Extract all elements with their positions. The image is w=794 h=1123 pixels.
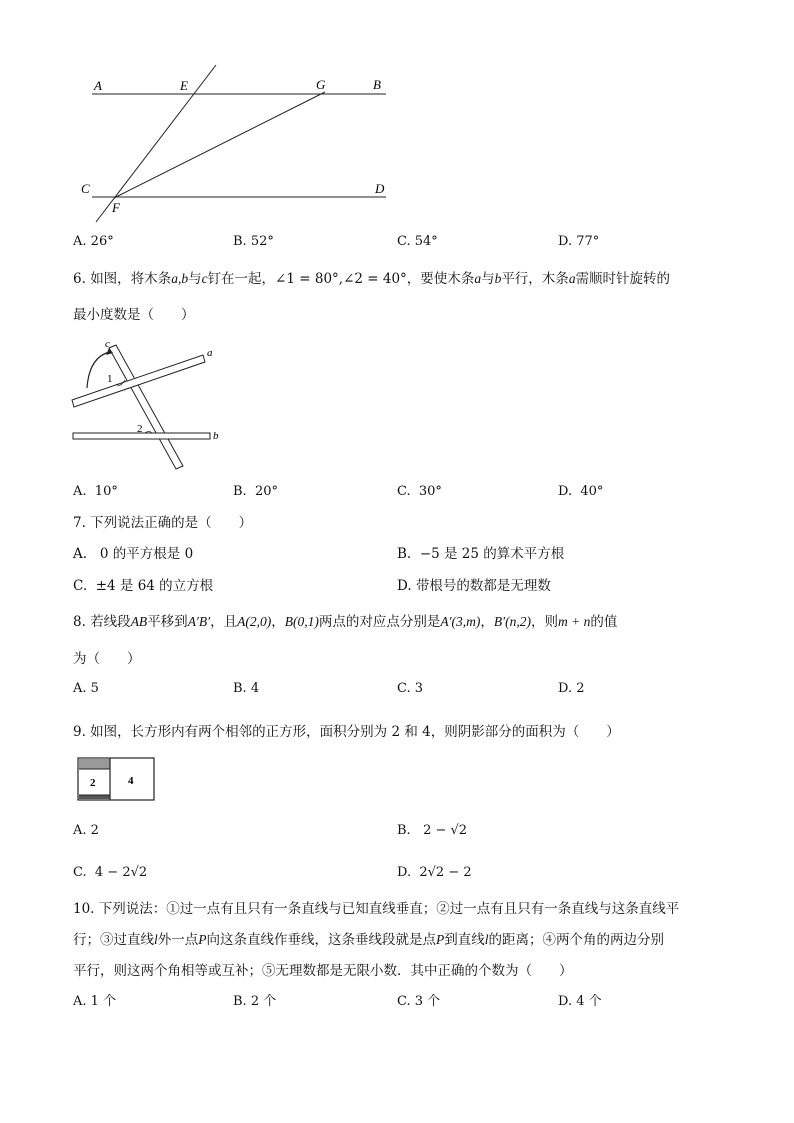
label-angle-2: 2 [137, 423, 143, 435]
q8-stem-line1: 8. 若线段AB平移到A′B′，且A(2,0)，B(0,1)两点的对应点分别是A′(3,m)，B′(n,2)，则m + n的值 [73, 614, 618, 630]
q6-stem-line2: 最小度数是（ ） [73, 307, 195, 323]
squares-figure [77, 757, 157, 803]
q5-option-b[interactable]: B. 52° [233, 234, 274, 249]
label-big-square: 4 [128, 775, 134, 787]
q7-stem: 7. 下列说法正确的是（ ） [73, 515, 253, 531]
label-c-stick: c [105, 338, 110, 350]
line-gf [114, 92, 325, 198]
parallel-lines-figure [70, 60, 400, 230]
q8-option-d[interactable]: D. 2 [558, 681, 585, 696]
q8-stem-line2: 为（ ） [73, 651, 141, 667]
label-c: C [81, 181, 90, 196]
q7-option-d[interactable]: D. 带根号的数都是无理数 [397, 578, 551, 594]
label-small-square: 2 [90, 777, 96, 789]
line-ef [96, 65, 216, 222]
q7-option-c[interactable]: C. ±4 是 64 的立方根 [73, 578, 214, 594]
label-b: B [373, 77, 381, 92]
label-e: E [180, 78, 188, 93]
q5-option-d[interactable]: D. 77° [558, 234, 600, 249]
q9-option-d[interactable]: D. 2√2 − 2 [397, 865, 472, 880]
q6-option-c[interactable]: C. 30° [397, 484, 442, 499]
shaded-strip-bottom [79, 795, 110, 799]
q10-option-c[interactable]: C. 3 个 [397, 994, 441, 1009]
q8-option-b[interactable]: B. 4 [233, 681, 260, 696]
q10-option-b[interactable]: B. 2 个 [233, 994, 277, 1009]
label-a-stick: a [207, 347, 213, 359]
stick-c [109, 345, 183, 469]
q6-option-a[interactable]: A. 10° [73, 484, 118, 499]
label-a: A [94, 78, 102, 93]
q8-option-c[interactable]: C. 3 [397, 681, 424, 696]
q9-option-b[interactable]: B. 2 − √2 [397, 823, 468, 838]
label-b-stick: b [213, 430, 219, 442]
q10-stem-line1: 10. 下列说法：①过一点有且只有一条直线与已知直线垂直；②过一点有且只有一条直线与这条直线平 [73, 901, 680, 917]
label-angle-1: 1 [107, 373, 113, 385]
q6-option-d[interactable]: D. 40° [558, 484, 604, 499]
q10-option-d[interactable]: D. 4 个 [558, 994, 602, 1009]
q5-option-a[interactable]: A. 26° [73, 234, 114, 249]
q10-stem-line3: 平行，则这两个角相等或互补；⑤无理数都是无限小数．其中正确的个数为（ ） [73, 963, 573, 979]
q5-option-c[interactable]: C. 54° [397, 234, 438, 249]
q10-option-a[interactable]: A. 1 个 [73, 994, 117, 1009]
q9-stem: 9. 如图，长方形内有两个相邻的正方形，面积分别为 2 和 4，则阴影部分的面积为（ ） [73, 724, 620, 740]
q7-option-a[interactable]: A. 0 的平方根是 0 [73, 546, 194, 562]
q6-stem-line1: 6. 如图，将木条a,b与c钉在一起，∠1 = 80°,∠2 = 40°，要使木条a与b平行，木条a需顺时针旋转的 [73, 271, 671, 287]
q10-stem-line2: 行；③过直线l外一点P向这条直线作垂线，这条垂线段就是点P到直线l的距离；④两个角的两边分别 [73, 932, 665, 948]
label-d: D [375, 181, 385, 196]
q7-option-b[interactable]: B. −5 是 25 的算术平方根 [397, 546, 565, 562]
shaded-strip-top [79, 759, 110, 769]
q8-option-a[interactable]: A. 5 [73, 681, 99, 696]
q9-option-c[interactable]: C. 4 − 2√2 [73, 865, 148, 880]
q9-option-a[interactable]: A. 2 [73, 823, 99, 838]
rotation-arrow [87, 352, 109, 388]
label-f: F [112, 200, 120, 215]
label-g: G [316, 77, 326, 92]
wooden-sticks-figure [65, 338, 230, 473]
q6-option-b[interactable]: B. 20° [233, 484, 278, 499]
